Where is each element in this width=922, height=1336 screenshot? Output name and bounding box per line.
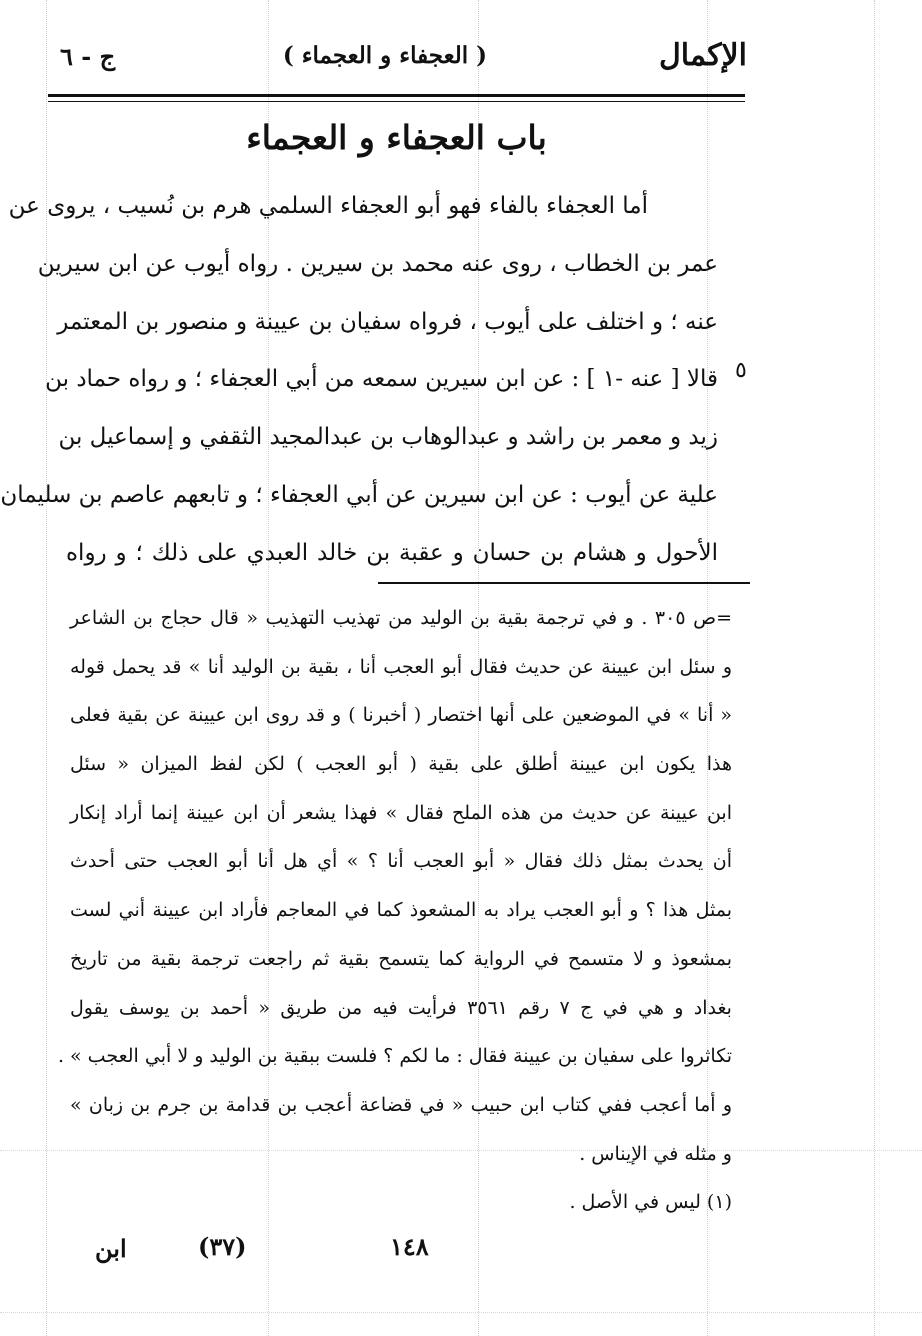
catchword: ابن [95, 1234, 127, 1263]
footnote-note: (١) ليس في الأصل . [569, 1191, 732, 1214]
page-number: ١٤٨ [390, 1232, 429, 1261]
text-line: قالا [ عنه -١ ] : عن ابن سيرين سمعه من أبي العجفاء ؛ و رواه حماد بن [45, 366, 718, 393]
running-header [45, 38, 747, 88]
footnote-line: أن يحدث بمثل ذلك فقال « أبو العجب أنا ؟ » أي هل أنا أبو العجب حتى أحدث [70, 850, 733, 873]
footnote-line: بمثل هذا ؟ و أبو العجب يراد به المشعوذ كما في المعاجم فأراد ابن عيينة أني لست [70, 899, 732, 922]
footnote-line: « أنا » في الموضعين على أنها اختصار ( أخبرنا ) و قد روى ابن عيينة عن بقية فعلى [70, 704, 732, 727]
footnote-line: و سئل ابن عيينة عن حديث فقال أبو العجب أنا ، بقية بن الوليد أنا » قد يحمل قوله [70, 655, 732, 678]
footnote-rule [378, 582, 750, 584]
footnote-line: تكاثروا على سفيان بن عيينة فقال : ما لكم ؟ فلست ببقية بن الوليد و لا أبي العجب » . [57, 1045, 732, 1068]
main-text-block [0, 178, 718, 583]
page-footer [80, 1232, 722, 1272]
footnote-line: و مثله في الإيناس . [579, 1142, 732, 1165]
scan-guide-line [0, 1312, 922, 1313]
footnote-line: بمشعوذ و لا متسمح في الرواية كما يتسمح بقية ثم راجعت ترجمة بقية من تاريخ [70, 947, 732, 970]
footnote-line: و أما أعجب ففي كتاب ابن حبيب « في قضاعة أعجب بن قدامة بن جرم بن زبان » [70, 1093, 732, 1116]
header-rule [48, 94, 745, 97]
line-number-marker: ٥ [735, 358, 747, 383]
text-line: عمر بن الخطاب ، روى عنه محمد بن سيرين . رواه أيوب عن ابن سيرين [37, 250, 718, 277]
text-line: أما العجفاء بالفاء فهو أبو العجفاء السلمي هرم بن نُسيب ، يروى عن [8, 193, 648, 219]
section-title: ( العجفاء و العجماء ) [282, 42, 487, 69]
book-title: الإكمال [658, 38, 747, 73]
text-line: الأحول و هشام بن حسان و عقبة بن خالد العبدي على ذلك ؛ و رواه [66, 539, 718, 566]
footnote-line: هذا يكون ابن عيينة أطلق على بقية ( أبو العجب ) لكن لفظ الميزان « سئل [70, 753, 732, 776]
text-line: عنه ؛ و اختلف على أيوب ، فرواه سفيان بن عيينة و منصور بن المعتمر [57, 308, 718, 335]
chapter-heading: باب العجفاء و العجماء [246, 118, 547, 157]
signature-mark: (٣٧) [198, 1232, 247, 1261]
footnote-line: بغداد و هي في ج ٧ رقم ٣٥٦١ فرأيت فيه من طريق « أحمد بن يوسف يقول [70, 996, 732, 1019]
footnote-line: ابن عيينة عن حديث من هذه الملح فقال » فهذا يشعر أن ابن عيينة إنما أراد إنكار [70, 801, 732, 824]
scan-guide-line [874, 0, 875, 1336]
header-rule-thin [48, 101, 745, 102]
footnote-line: =ص ٣٠٥ . و في ترجمة بقية بن الوليد من تهذيب التهذيب « قال حجاج بن الشاعر [70, 607, 732, 629]
footnote-block [57, 594, 733, 1227]
volume-label: ج - ٦ [60, 42, 116, 71]
text-line: زيد و معمر بن راشد و عبدالوهاب بن عبدالمجيد الثقفي و إسماعيل بن [58, 424, 718, 451]
text-line: علية عن أيوب : عن ابن سيرين عن أبي العجفاء ؛ و تابعهم عاصم بن سليمان [0, 481, 718, 508]
